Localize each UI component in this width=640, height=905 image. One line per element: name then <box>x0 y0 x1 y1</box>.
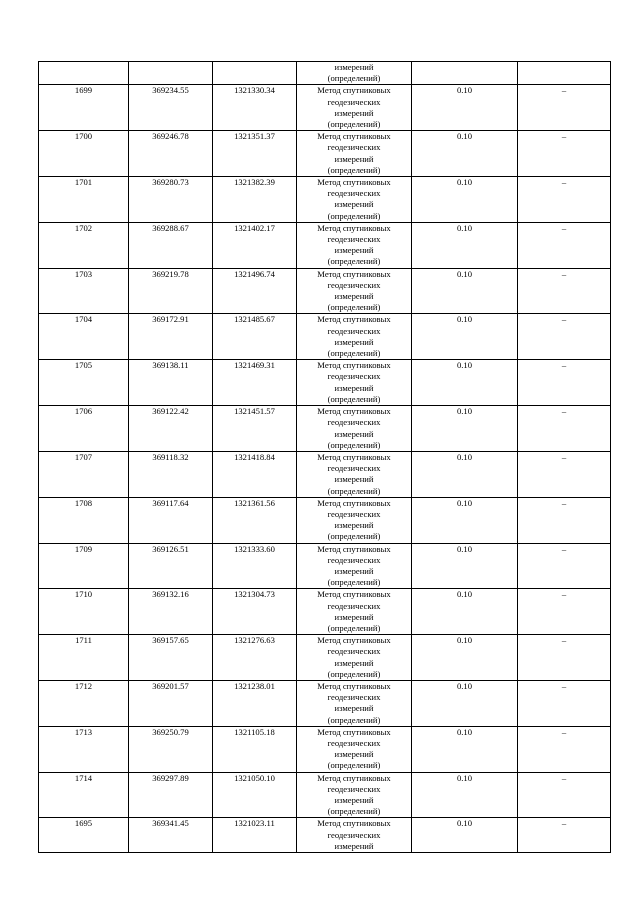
method-line: геодезических <box>327 508 381 519</box>
table-row <box>39 497 611 543</box>
method-line: измерений <box>334 565 374 576</box>
accuracy-cell: 0.10 <box>412 451 518 497</box>
method-line: измерений <box>334 62 374 72</box>
note-cell: – <box>518 406 611 452</box>
method-line: геодезических <box>327 554 381 565</box>
y-coordinate-cell: 1321418.84 <box>213 451 297 497</box>
method-cell <box>297 360 412 406</box>
y-coordinate-cell: 1321023.11 <box>213 818 297 853</box>
point-number-cell: 1706 <box>39 406 129 452</box>
accuracy-cell: 0.10 <box>412 589 518 635</box>
table-row <box>39 635 611 681</box>
note-cell: – <box>518 497 611 543</box>
method-line: измерений <box>334 703 374 714</box>
y-coordinate-cell: 1321351.37 <box>213 131 297 177</box>
method-line: измерений <box>334 153 374 164</box>
note-cell: – <box>518 451 611 497</box>
method-cell <box>297 818 412 853</box>
method-cell <box>297 680 412 726</box>
method-line: геодезических <box>327 234 381 245</box>
y-coordinate-cell <box>213 62 297 85</box>
method-line: измерений <box>334 291 374 302</box>
point-number-cell: 1705 <box>39 360 129 406</box>
table-row <box>39 772 611 818</box>
point-number-cell: 1701 <box>39 177 129 223</box>
method-cell <box>297 497 412 543</box>
method-line: геодезических <box>327 463 381 474</box>
y-coordinate-cell: 1321304.73 <box>213 589 297 635</box>
point-number-cell: 1709 <box>39 543 129 589</box>
method-line: геодезических <box>327 829 381 840</box>
method-line: измерений <box>334 107 374 118</box>
method-line: измерений <box>334 611 374 622</box>
y-coordinate-cell: 1321469.31 <box>213 360 297 406</box>
point-number-cell: 1703 <box>39 268 129 314</box>
note-cell: – <box>518 635 611 681</box>
method-line: измерений <box>334 520 374 531</box>
accuracy-cell: 0.10 <box>412 177 518 223</box>
method-line: (определений) <box>327 760 381 771</box>
method-line: геодезических <box>327 417 381 428</box>
accuracy-cell: 0.10 <box>412 268 518 314</box>
table-row <box>39 818 611 853</box>
x-coordinate-cell: 369246.78 <box>129 131 213 177</box>
y-coordinate-cell: 1321496.74 <box>213 268 297 314</box>
note-cell <box>518 62 611 85</box>
method-line: Метод спутниковых <box>317 177 391 188</box>
table-row <box>39 314 611 360</box>
method-cell <box>297 406 412 452</box>
method-line: (определений) <box>327 164 381 175</box>
method-line: геодезических <box>327 279 381 290</box>
point-number-cell: 1704 <box>39 314 129 360</box>
method-line: (определений) <box>327 577 381 588</box>
method-line: Метод спутниковых <box>317 85 391 96</box>
point-number-cell: 1699 <box>39 85 129 131</box>
table-row <box>39 360 611 406</box>
point-number-cell: 1712 <box>39 680 129 726</box>
method-line: (определений) <box>327 668 381 679</box>
method-line: Метод спутниковых <box>317 268 391 279</box>
accuracy-cell: 0.10 <box>412 635 518 681</box>
point-number-cell: 1700 <box>39 131 129 177</box>
accuracy-cell: 0.10 <box>412 360 518 406</box>
method-line: (определений) <box>327 119 381 130</box>
y-coordinate-cell: 1321330.34 <box>213 85 297 131</box>
table-row <box>39 680 611 726</box>
x-coordinate-cell: 369172.91 <box>129 314 213 360</box>
method-cell <box>297 451 412 497</box>
method-line: (определений) <box>327 806 381 817</box>
table-row-continued <box>39 62 611 85</box>
method-line: измерений <box>334 749 374 760</box>
y-coordinate-cell: 1321382.39 <box>213 177 297 223</box>
method-line: геодезических <box>327 325 381 336</box>
method-cell <box>297 85 412 131</box>
point-number-cell: 1713 <box>39 726 129 772</box>
method-line: геодезических <box>327 737 381 748</box>
table-row <box>39 406 611 452</box>
y-coordinate-cell: 1321485.67 <box>213 314 297 360</box>
note-cell: – <box>518 589 611 635</box>
y-coordinate-cell: 1321402.17 <box>213 222 297 268</box>
method-line: Метод спутниковых <box>317 222 391 233</box>
method-cell <box>297 131 412 177</box>
method-line: измерений <box>334 840 374 851</box>
point-number-cell: 1714 <box>39 772 129 818</box>
method-line: Метод спутниковых <box>317 772 391 783</box>
method-cell <box>297 268 412 314</box>
accuracy-cell: 0.10 <box>412 314 518 360</box>
y-coordinate-cell: 1321276.63 <box>213 635 297 681</box>
method-cell <box>297 177 412 223</box>
method-line: геодезических <box>327 96 381 107</box>
method-line: (определений) <box>327 348 381 359</box>
note-cell: – <box>518 131 611 177</box>
point-number-cell: 1710 <box>39 589 129 635</box>
note-cell: – <box>518 543 611 589</box>
y-coordinate-cell: 1321451.57 <box>213 406 297 452</box>
method-line: измерений <box>334 245 374 256</box>
table-row <box>39 85 611 131</box>
method-line: геодезических <box>327 142 381 153</box>
method-line: Метод спутниковых <box>317 360 391 371</box>
method-line: Метод спутниковых <box>317 543 391 554</box>
x-coordinate-cell: 369126.51 <box>129 543 213 589</box>
table-row <box>39 543 611 589</box>
note-cell: – <box>518 772 611 818</box>
accuracy-cell: 0.10 <box>412 818 518 853</box>
x-coordinate-cell: 369341.45 <box>129 818 213 853</box>
note-cell: – <box>518 360 611 406</box>
note-cell: – <box>518 314 611 360</box>
accuracy-cell: 0.10 <box>412 772 518 818</box>
method-line: (определений) <box>327 439 381 450</box>
method-line: Метод спутниковых <box>317 818 391 829</box>
method-line: (определений) <box>327 714 381 725</box>
method-line: измерений <box>334 199 374 210</box>
method-line: (определений) <box>327 256 381 267</box>
point-number-cell: 1711 <box>39 635 129 681</box>
accuracy-cell <box>412 62 518 85</box>
method-line: Метод спутниковых <box>317 131 391 142</box>
x-coordinate-cell: 369122.42 <box>129 406 213 452</box>
method-cell <box>297 314 412 360</box>
method-line: (определений) <box>327 393 381 404</box>
method-line: геодезических <box>327 600 381 611</box>
x-coordinate-cell: 369132.16 <box>129 589 213 635</box>
accuracy-cell: 0.10 <box>412 406 518 452</box>
method-line: геодезических <box>327 692 381 703</box>
method-line: Метод спутниковых <box>317 451 391 462</box>
table-row <box>39 131 611 177</box>
accuracy-cell: 0.10 <box>412 543 518 589</box>
accuracy-cell: 0.10 <box>412 680 518 726</box>
method-line: геодезических <box>327 646 381 657</box>
point-number-cell: 1707 <box>39 451 129 497</box>
x-coordinate-cell: 369297.89 <box>129 772 213 818</box>
accuracy-cell: 0.10 <box>412 131 518 177</box>
point-number-cell: 1708 <box>39 497 129 543</box>
method-line: геодезических <box>327 783 381 794</box>
x-coordinate-cell: 369201.57 <box>129 680 213 726</box>
method-cell <box>297 222 412 268</box>
x-coordinate-cell: 369157.65 <box>129 635 213 681</box>
method-line: (определений) <box>327 73 381 84</box>
method-line: измерений <box>334 336 374 347</box>
table-row <box>39 222 611 268</box>
x-coordinate-cell <box>129 62 213 85</box>
table-row <box>39 268 611 314</box>
y-coordinate-cell: 1321361.56 <box>213 497 297 543</box>
accuracy-cell: 0.10 <box>412 85 518 131</box>
method-line: Метод спутниковых <box>317 635 391 646</box>
method-line: Метод спутниковых <box>317 497 391 508</box>
method-cell <box>297 772 412 818</box>
x-coordinate-cell: 369117.64 <box>129 497 213 543</box>
y-coordinate-cell: 1321333.60 <box>213 543 297 589</box>
method-cell <box>297 726 412 772</box>
point-number-cell: 1695 <box>39 818 129 853</box>
x-coordinate-cell: 369234.55 <box>129 85 213 131</box>
accuracy-cell: 0.10 <box>412 222 518 268</box>
method-cell <box>297 543 412 589</box>
method-cell <box>297 635 412 681</box>
method-line: геодезических <box>327 371 381 382</box>
table-row <box>39 177 611 223</box>
method-line: измерений <box>334 382 374 393</box>
method-line: Метод спутниковых <box>317 680 391 691</box>
y-coordinate-cell: 1321238.01 <box>213 680 297 726</box>
method-line: Метод спутниковых <box>317 406 391 417</box>
method-cell <box>297 62 412 85</box>
note-cell: – <box>518 818 611 853</box>
note-cell: – <box>518 680 611 726</box>
method-line: (определений) <box>327 302 381 313</box>
note-cell: – <box>518 177 611 223</box>
method-line: измерений <box>334 474 374 485</box>
coordinates-table <box>38 61 611 853</box>
x-coordinate-cell: 369138.11 <box>129 360 213 406</box>
method-line: измерений <box>334 795 374 805</box>
method-cell <box>297 589 412 635</box>
x-coordinate-cell: 369280.73 <box>129 177 213 223</box>
y-coordinate-cell: 1321105.18 <box>213 726 297 772</box>
point-number-cell: 1702 <box>39 222 129 268</box>
table-row <box>39 451 611 497</box>
method-line: Метод спутниковых <box>317 589 391 600</box>
method-line: геодезических <box>327 188 381 199</box>
note-cell: – <box>518 85 611 131</box>
x-coordinate-cell: 369118.32 <box>129 451 213 497</box>
note-cell: – <box>518 268 611 314</box>
accuracy-cell: 0.10 <box>412 497 518 543</box>
method-line: измерений <box>334 428 374 439</box>
table-row <box>39 589 611 635</box>
x-coordinate-cell: 369250.79 <box>129 726 213 772</box>
note-cell: – <box>518 726 611 772</box>
x-coordinate-cell: 369288.67 <box>129 222 213 268</box>
point-number-cell <box>39 62 129 85</box>
method-line: (определений) <box>327 622 381 633</box>
method-line: (определений) <box>327 210 381 221</box>
x-coordinate-cell: 369219.78 <box>129 268 213 314</box>
note-cell: – <box>518 222 611 268</box>
y-coordinate-cell: 1321050.10 <box>213 772 297 818</box>
coordinates-table-body <box>39 62 611 853</box>
method-line: Метод спутниковых <box>317 726 391 737</box>
method-line: измерений <box>334 657 374 668</box>
accuracy-cell: 0.10 <box>412 726 518 772</box>
method-line: Метод спутниковых <box>317 314 391 325</box>
method-line: (определений) <box>327 485 381 496</box>
table-row <box>39 726 611 772</box>
method-line: (определений) <box>327 531 381 542</box>
